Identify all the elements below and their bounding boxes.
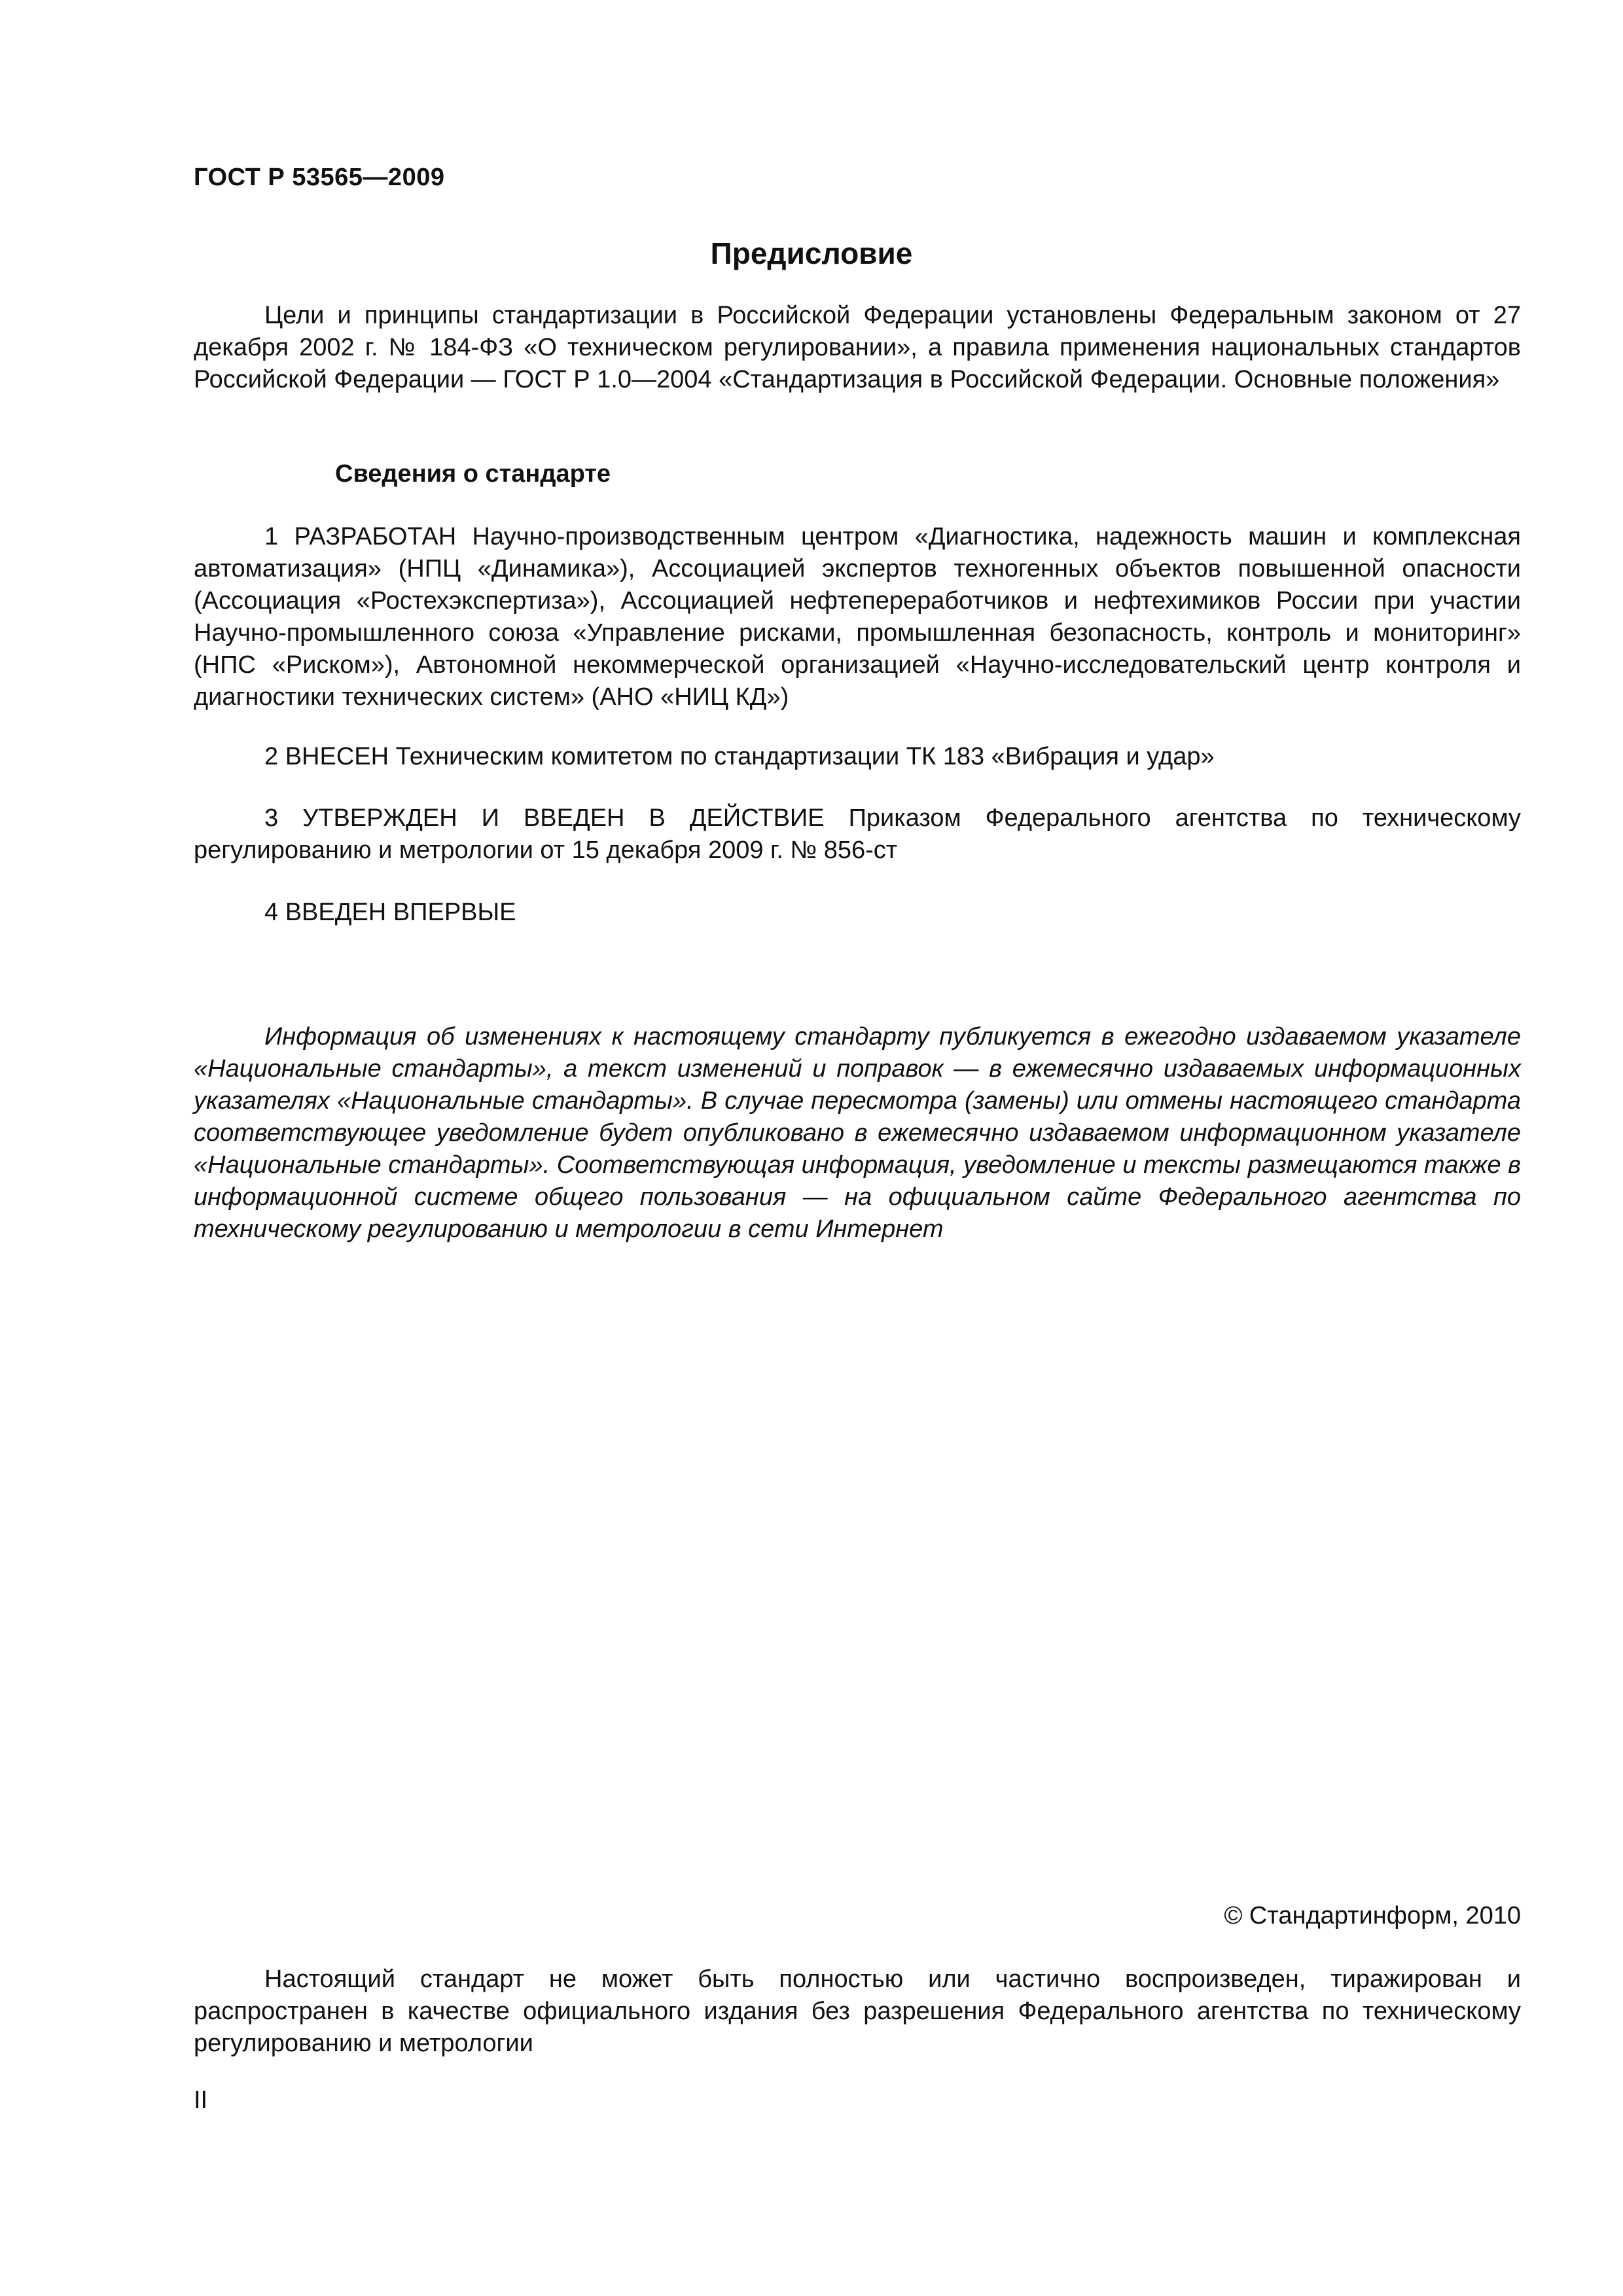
item-4 — [194, 897, 1521, 929]
item-4-text: 4 ВВЕДЕН ВПЕРВЫЕ — [264, 899, 516, 926]
page-title: Предисловие — [710, 236, 913, 270]
notice-text: Настоящий стандарт не может быть полностью или частично воспроизведен, тиражирован и распространен в качестве официального издания без разрешения Федерального агентства по техническому регулированию и метрологии — [194, 1965, 1521, 2057]
page-number: II — [194, 2087, 208, 2114]
item-1-text: 1 РАЗРАБОТАН Научно-производственным центром «Диагностика, надежность машин и комплексная автоматизация» (НПЦ «Динамика»), Ассоциацией экспертов техногенных объектов повышенной опасности (Ассоциация «Ростехэкспертиза»), Ассоциацией нефтепереработчиков и нефтехимиков России при участии Научно-промышленного союза «Управление рисками, промышленная безопасность, контроль и мониторинг» (НПС «Риском»), Автономной некоммерческой организацией «Научно-исследовательский центр контроля и диагностики технических систем» (АНО «НИЦ КД») — [194, 523, 1521, 711]
info-text: Информация об изменениях к настоящему стандарту публикуется в ежегодно издаваемом указателе «Национальные стандарты», а текст изменений и поправок — в ежемесячно издаваемых информационных указателях «Национальные стандарты». В случае пересмотра (замены) или отмены настоящего стандарта соответствующее уведомление будет опубликовано в ежемесячно издаваемом информационном указателе «Национальные стандарты». Соответствующая информация, уведомление и тексты размещаются также в информационной системе общего пользования — на официальном сайте Федерального агентства по техническому регулированию и метрологии в сети Интернет — [194, 1023, 1521, 1243]
info-paragraph — [194, 1021, 1521, 1246]
intro-paragraph — [194, 300, 1521, 396]
notice-paragraph — [194, 1964, 1521, 2060]
subheading — [194, 458, 1521, 490]
intro-text: Цели и принципы стандартизации в Российской Федерации установлены Федеральным законом от 27 декабря 2002 г. № 184-ФЗ «О техническом регулировании», а правила применения национальных стандартов Российской Федерации — ГОСТ Р 1.0—2004 «Стандартизация в Российской Федерации. Основные положения» — [194, 302, 1521, 393]
item-3-text: 3 УТВЕРЖДЕН И ВВЕДЕН В ДЕЙСТВИЕ Приказом Федерального агентства по техническому регулированию и метрологии от 15 декабря 2009 г. № 856-ст — [194, 804, 1521, 864]
item-2 — [194, 741, 1521, 773]
item-2-text: 2 ВНЕСЕН Техническим комитетом по стандартизации ТК 183 «Вибрация и удар» — [264, 743, 1215, 770]
item-1 — [194, 521, 1521, 713]
standard-code: ГОСТ Р 53565—2009 — [194, 164, 445, 191]
item-3 — [194, 802, 1521, 867]
subheading-text: Сведения о стандарте — [335, 460, 611, 488]
copyright-line: © Стандартинформ, 2010 — [1224, 1902, 1521, 1929]
